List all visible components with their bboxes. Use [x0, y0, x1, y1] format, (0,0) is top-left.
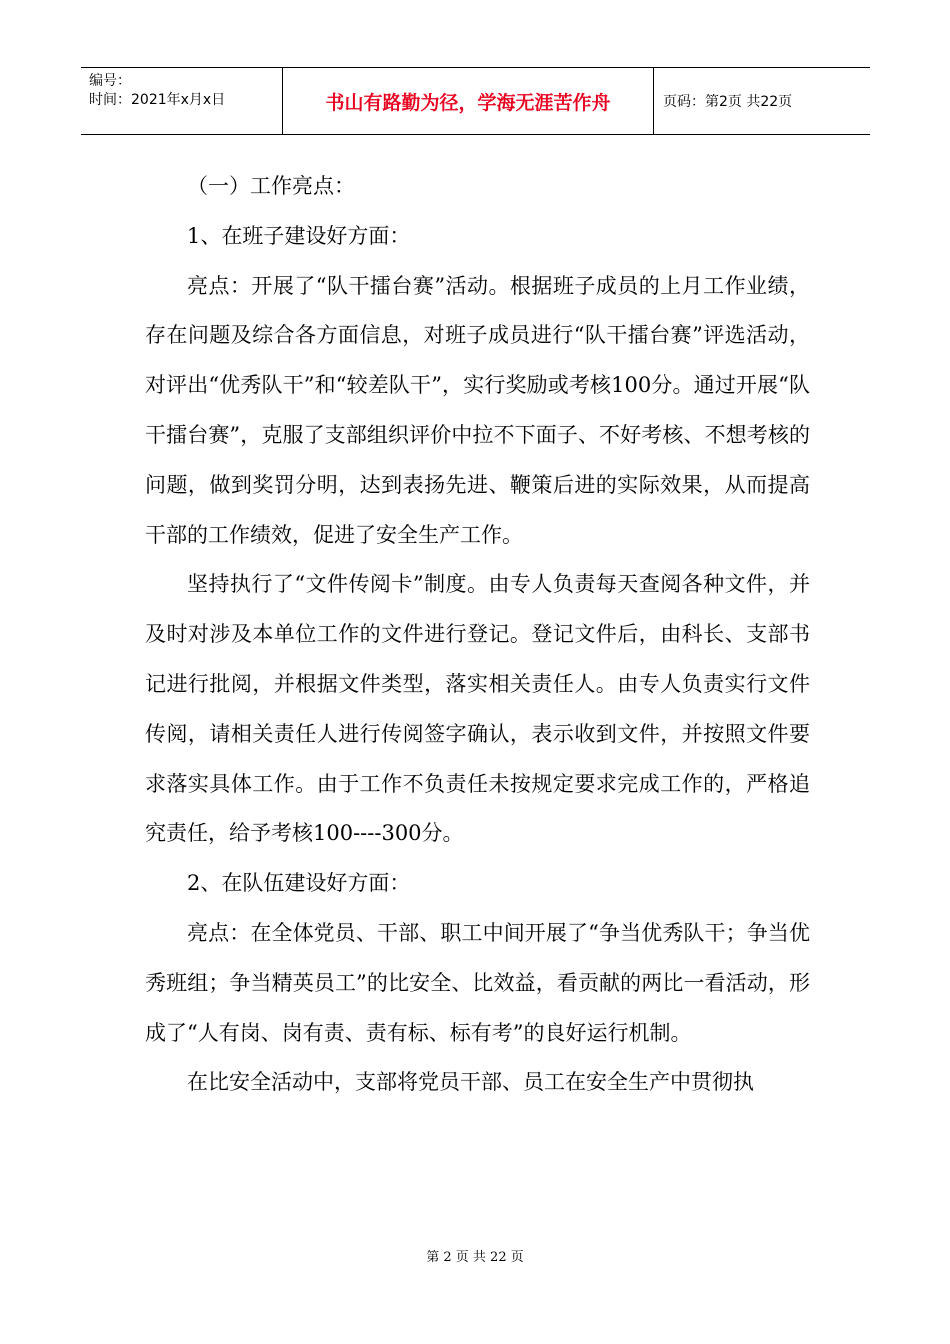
subsection-heading: 2、在队伍建设好方面： — [187, 871, 411, 896]
number-label: 编号： — [89, 73, 131, 89]
body-paragraph: 在比安全活动中，支部将党员干部、员工在安全生产中贯彻执 — [187, 1070, 754, 1095]
header-page-info: 页码：第2页 共22页 — [663, 94, 793, 110]
header-meta — [81, 68, 283, 134]
page-footer: 第 2 页 共 22 页 — [426, 1250, 524, 1265]
section-heading: （一）工作亮点： — [187, 174, 355, 198]
header-motto: 书山有路勤为径，学海无涯苦作舟 — [283, 68, 654, 134]
body-paragraph: 亮点：在全体党员、干部、职工中间开展了“争当优秀队干；争当优秀班组；争当精英员工”的比安全、比效益，看贡献的两比一看活动，形成了“人有岗、岗有责、责有标、标有考”的良好运行机制。 — [145, 920, 810, 1045]
body-paragraph: 亮点：开展了“队干擂台赛”活动。根据班子成员的上月工作业绩，存在问题及综合各方面信息，对班子成员进行“队干擂台赛”评选活动，对评出“优秀队干”和“较差队干”，实行奖励或考核100分。通过开展“队干擂台赛”，克服了支部组织评价中拉不下面子、不好考核、不想考核的问题，做到奖罚分明，达到表扬先进、鞭策后进的实际效果，从而提高干部的工作绩效，促进了安全生产工作。 — [145, 273, 810, 547]
document-body — [145, 162, 810, 1108]
time-label: 时间：2021年x月x日 — [89, 92, 226, 108]
subsection-heading: 1、在班子建设好方面： — [187, 223, 411, 248]
body-paragraph: 坚持执行了“文件传阅卡”制度。由专人负责每天查阅各种文件，并及时对涉及本单位工作的文件进行登记。登记文件后，由科长、支部书记进行批阅，并根据文件类型，落实相关责任人。由专人负责实行文件传阅，请相关责任人进行传阅签字确认，表示收到文件，并按照文件要求落实具体工作。由于工作不负责任未按规定要求完成工作的，严格追究责任，给予考核100----300分。 — [145, 572, 810, 846]
document-header — [81, 67, 870, 135]
